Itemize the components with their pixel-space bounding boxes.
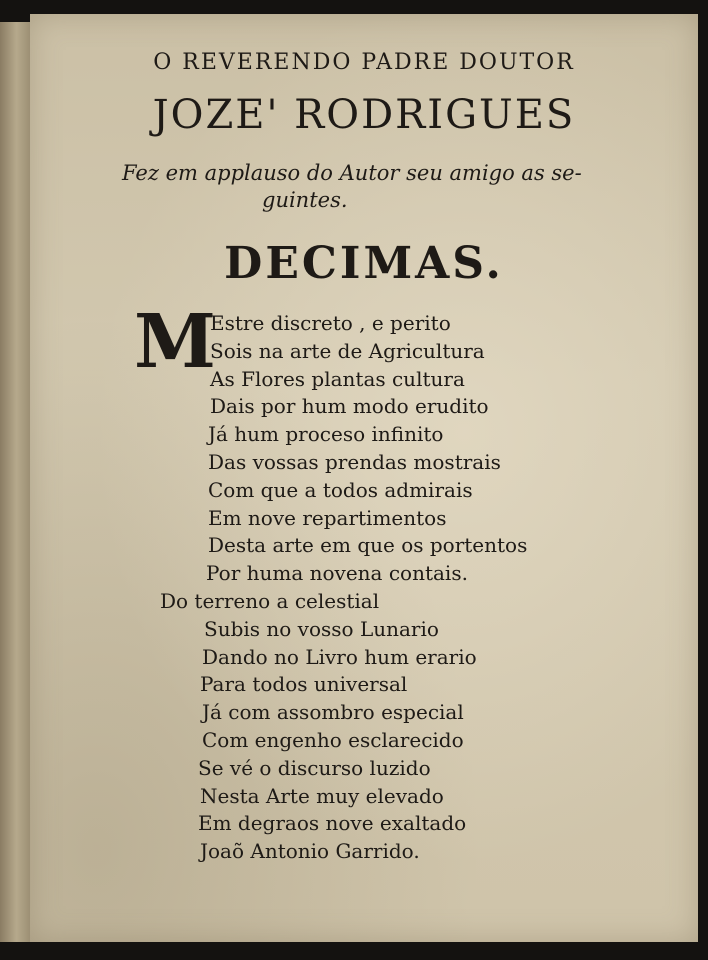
adjacent-page-edge (0, 22, 31, 942)
verse-line: Estre discreto , e perito (210, 311, 451, 335)
verse-line: Por huma novena contais. (206, 561, 468, 586)
verse-line: As Flores plantas cultura (210, 366, 465, 391)
verse-line: Se vé o discurso luzido (198, 755, 431, 780)
verse-line: Com engenho esclarecido (202, 727, 464, 752)
verse-line: Em nove repartimentos (208, 505, 447, 530)
intro-line: guintes. (262, 188, 348, 212)
verse-line: Já com assombro especial (202, 700, 464, 725)
intro-line: Fez em applauso do Autor seu amigo as se- (122, 161, 582, 185)
verse-line: Subis no vosso Lunario (204, 616, 439, 641)
poem (30, 310, 698, 866)
verse-line: Do terreno a celestial (160, 588, 380, 613)
verse-line: Para todos universal (200, 672, 408, 697)
verse-line: Das vossas prendas mostrais (208, 449, 501, 474)
verse-line: Desta arte em que os portentos (208, 533, 528, 558)
verse-line: Nesta Arte muy elevado (200, 783, 444, 808)
book-page (30, 14, 698, 942)
drop-cap: M (134, 299, 216, 385)
verse-line: Em degraos nove exaltado (198, 811, 467, 836)
verse-line: Dando no Livro hum erario (202, 644, 477, 669)
verse-line: Dais por hum modo erudito (210, 394, 489, 419)
author-name: JOZE' RODRIGUES (152, 92, 576, 138)
verse-line: Joaõ Antonio Garrido. (200, 839, 420, 864)
verse-line: Já hum proceso infinito (208, 422, 444, 447)
verse-line: Com que a todos admirais (208, 477, 473, 502)
verse-line: Sois na arte de Agricultura (210, 338, 485, 363)
header-line: O REVERENDO PADRE DOUTOR (153, 50, 575, 75)
page-title: DECIMAS. (224, 238, 504, 289)
intro-text (122, 160, 602, 214)
